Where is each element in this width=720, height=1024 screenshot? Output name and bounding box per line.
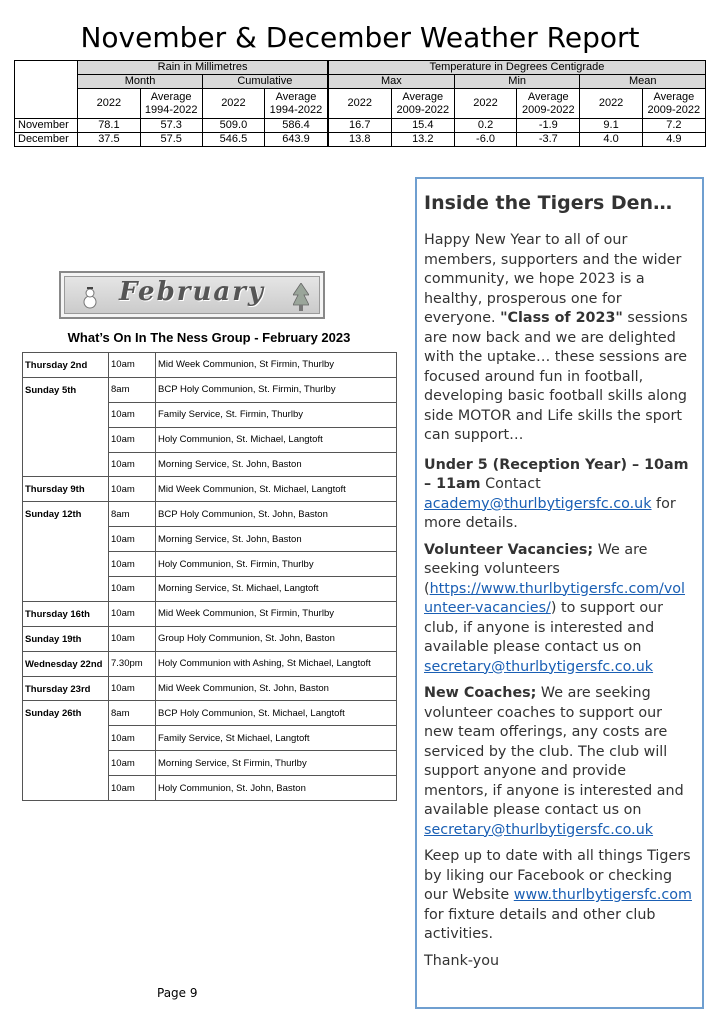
event-day — [23, 751, 109, 776]
event-time: 7.30pm — [109, 651, 156, 676]
event-time: 10am — [109, 477, 156, 502]
event-time: 10am — [109, 676, 156, 701]
col-header: 2022 — [454, 89, 516, 119]
event-description: Group Holy Communion, St. John, Baston — [156, 626, 397, 651]
event-description: Mid Week Communion, St Firmin, Thurlby — [156, 353, 397, 378]
event-day: Thursday 9th — [23, 477, 109, 502]
event-description: Mid Week Communion, St Firmin, Thurlby — [156, 601, 397, 626]
tigers-heading: Inside the Tigers Den… — [424, 192, 673, 214]
event-time: 8am — [109, 701, 156, 726]
cumulative-header: Cumulative — [202, 75, 328, 89]
col-header: 2022 — [580, 89, 642, 119]
event-time: 10am — [109, 776, 156, 801]
intro-paragraph: Happy New Year to all of our members, supporters and the wider community, we hope 2023 is a healthy, prosperous one for everyone. "Class of 2023" sessions are now back and we are delighted with the uptake… these sessions are focused around fun in football, developing basic football skills along side MOTOR and Life skills the sport can support… — [424, 232, 688, 443]
event-day — [23, 726, 109, 751]
event-time: 10am — [109, 626, 156, 651]
table-row — [23, 577, 397, 602]
event-description: Family Service, St Michael, Langtoft — [156, 726, 397, 751]
volunteer-vacancies-link[interactable]: https://www.thurlbytigersfc.com/volunteer-vacancies/ — [424, 580, 685, 616]
event-day — [23, 776, 109, 801]
event-day: Sunday 12th — [23, 502, 109, 527]
event-time: 10am — [109, 353, 156, 378]
event-time: 10am — [109, 601, 156, 626]
event-time: 8am — [109, 377, 156, 402]
event-day: Thursday 23rd — [23, 676, 109, 701]
event-day: Thursday 2nd — [23, 353, 109, 378]
banner-text: February — [118, 277, 265, 307]
table-row — [23, 502, 397, 527]
col-header: Average 2009-2022 — [517, 89, 580, 119]
event-day: Sunday 5th — [23, 377, 109, 402]
tree-icon — [293, 283, 309, 311]
event-description: Holy Communion with Ashing, St Michael, Langtoft — [156, 651, 397, 676]
col-header: 2022 — [78, 89, 140, 119]
min-header: Min — [454, 75, 580, 89]
event-description: BCP Holy Communion, St. John, Baston — [156, 502, 397, 527]
event-description: BCP Holy Communion, St. Firmin, Thurlby — [156, 377, 397, 402]
event-description: Morning Service, St. Michael, Langtoft — [156, 577, 397, 602]
table-row — [23, 402, 397, 427]
month-header: Month — [78, 75, 203, 89]
secretary-email-link[interactable]: secretary@thurlbytigersfc.co.uk — [424, 821, 654, 838]
table-row: November 78.1 57.3 509.0 586.4 16.7 15.4 0.2 -1.9 9.1 7.2 — [15, 119, 706, 133]
event-description: Holy Communion, St. Firmin, Thurlby — [156, 552, 397, 577]
table-row — [23, 477, 397, 502]
february-banner — [59, 271, 325, 319]
website-paragraph: Keep up to date with all things Tigers by liking our Facebook or checking our Website www.thurlbytigersfc.com for fixture details and other club activities. — [424, 848, 692, 942]
event-time: 10am — [109, 402, 156, 427]
event-day — [23, 402, 109, 427]
events-table — [22, 352, 397, 801]
under5-paragraph: Under 5 (Reception Year) – 10am – 11am Contact academy@thurlbytigersfc.co.uk for more details. — [424, 456, 689, 531]
table-row — [23, 527, 397, 552]
col-header: Average 2009-2022 — [642, 89, 705, 119]
event-description: Holy Communion, St. Michael, Langtoft — [156, 427, 397, 452]
event-day — [23, 552, 109, 577]
event-day: Sunday 19th — [23, 626, 109, 651]
event-day — [23, 452, 109, 477]
event-time: 10am — [109, 577, 156, 602]
rain-group-header: Rain in Millimetres — [78, 61, 328, 75]
event-time: 10am — [109, 427, 156, 452]
mean-header: Mean — [580, 75, 706, 89]
table-row — [23, 676, 397, 701]
event-day: Wednesday 22nd — [23, 651, 109, 676]
event-time: 10am — [109, 726, 156, 751]
secretary-email-link[interactable]: secretary@thurlbytigersfc.co.uk — [424, 658, 654, 675]
table-row — [23, 601, 397, 626]
col-header: Average 1994-2022 — [265, 89, 328, 119]
academy-email-link[interactable]: academy@thurlbytigersfc.co.uk — [424, 495, 652, 512]
table-row — [23, 651, 397, 676]
table-row — [23, 427, 397, 452]
col-header: Average 2009-2022 — [391, 89, 454, 119]
volunteer-paragraph: Volunteer Vacancies; We are seeking volunteers (https://www.thurlbytigersfc.com/volunteer-vacancies/) to support our club, if anyone is interested and available please contact us on secretary@thurlbytigersfc.co.uk — [424, 541, 685, 675]
table-row — [23, 701, 397, 726]
temp-group-header: Temperature in Degrees Centigrade — [328, 61, 706, 75]
whats-on-title: What’s On In The Ness Group - February 2023 — [67, 330, 351, 345]
page-number: Page 9 — [157, 986, 198, 1000]
table-row — [23, 353, 397, 378]
col-header: 2022 — [328, 89, 391, 119]
coaches-paragraph: New Coaches; We are seeking volunteer coaches to support our new team offerings, any costs are serviced by the club. The club will support anyone and provide mentors, if anyone is interested and available please contact us on secretary@thurlbytigersfc.co.uk — [424, 685, 684, 838]
table-row — [23, 626, 397, 651]
event-description: Holy Communion, St. John, Baston — [156, 776, 397, 801]
event-description: Morning Service, St. John, Baston — [156, 452, 397, 477]
table-row — [23, 377, 397, 402]
weather-table — [14, 60, 706, 147]
event-description: Morning Service, St. John, Baston — [156, 527, 397, 552]
table-row — [23, 552, 397, 577]
event-time: 8am — [109, 502, 156, 527]
event-time: 10am — [109, 452, 156, 477]
event-day: Sunday 26th — [23, 701, 109, 726]
event-description: Morning Service, St Firmin, Thurlby — [156, 751, 397, 776]
event-time: 10am — [109, 751, 156, 776]
event-description: Mid Week Communion, St. Michael, Langtoft — [156, 477, 397, 502]
table-row: December 37.5 57.5 546.5 643.9 13.8 13.2 -6.0 -3.7 4.0 4.9 — [15, 133, 706, 147]
signoff: Thank-you — [424, 952, 500, 969]
event-description: Mid Week Communion, St. John, Baston — [156, 676, 397, 701]
col-header: 2022 — [202, 89, 264, 119]
event-day — [23, 527, 109, 552]
table-row — [23, 776, 397, 801]
table-row — [23, 452, 397, 477]
website-link[interactable]: www.thurlbytigersfc.com — [513, 887, 692, 903]
event-description: BCP Holy Communion, St. Michael, Langtoft — [156, 701, 397, 726]
page-title: November & December Weather Report — [80, 21, 640, 54]
event-description: Family Service, St. Firmin, Thurlby — [156, 402, 397, 427]
max-header: Max — [328, 75, 455, 89]
col-header: Average 1994-2022 — [140, 89, 202, 119]
tigers-den-panel — [415, 177, 704, 1009]
event-day — [23, 577, 109, 602]
event-day — [23, 427, 109, 452]
event-day: Thursday 16th — [23, 601, 109, 626]
table-row — [23, 751, 397, 776]
event-time: 10am — [109, 527, 156, 552]
event-time: 10am — [109, 552, 156, 577]
table-row — [23, 726, 397, 751]
